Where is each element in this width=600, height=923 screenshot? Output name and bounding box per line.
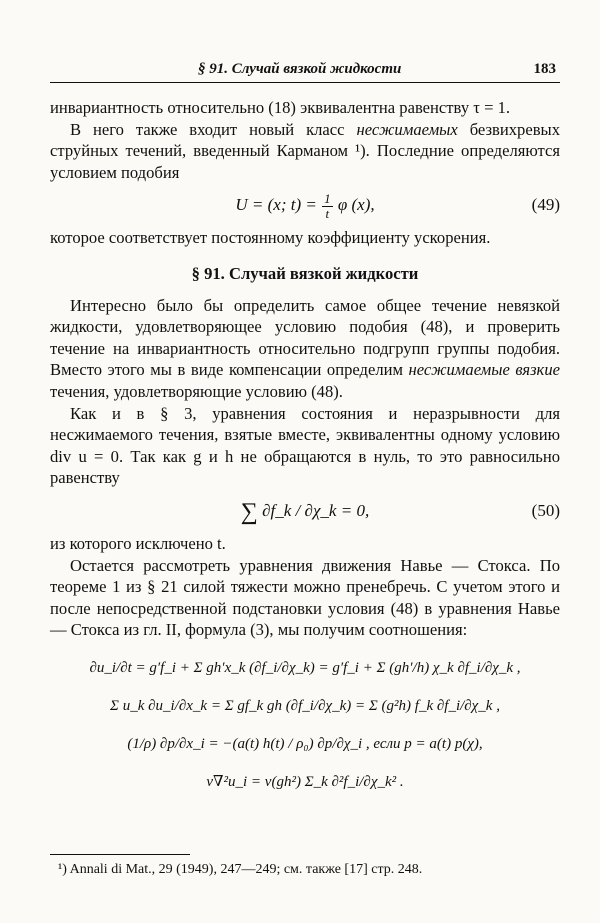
equation-part: U = (x; t) = — [235, 195, 322, 215]
text-run: течения, удовлетворяющие условию (48). — [50, 381, 343, 401]
running-head-title: § 91. Случай вязкой жидкости — [198, 61, 402, 77]
equation-line: ν∇²u_i = ν(gh²) Σ_k ∂²f_i/∂χ_k² . — [206, 773, 404, 790]
equation-line: (1/ρ) ∂p/∂x_i = −(a(t) h(t) / ρ₀) ∂p/∂χ_i , если p = a(t) p(χ), — [127, 735, 483, 752]
emphasis: несжимаемых — [356, 119, 458, 139]
section-heading: § 91. Случай вязкой жидкости — [191, 263, 419, 283]
sum-sign: ∑ — [240, 499, 258, 525]
equation-part: ∂f_k / ∂χ_k = 0, — [262, 500, 370, 520]
paragraph: инвариантность относительно (18) эквивалентна равенству τ = 1. — [50, 98, 511, 117]
fraction-numerator: 1 — [324, 191, 331, 207]
text-run: Интересно было бы определить самое общее течение невязкой жидкости, удовлетворяющее условию подобия (48), и проверить течение на инвариантность относительно подгрупп группы подобия. Вместо этого мы в виде компенсации определим — [50, 295, 560, 380]
footnote: ¹) Annali di Mat., 29 (1949), 247—249; см. также [17] стр. 248. — [58, 862, 423, 877]
equation-line: ∂u_i/∂t = g′f_i + Σ gh′x_k (∂f_i/∂χ_k) = g′f_i + Σ (gh′/h) χ_k ∂f_i/∂χ_k , — [89, 659, 521, 676]
paragraph — [50, 119, 560, 184]
text-run: безвихревых струйных течений, введенный Карманом ¹). Последние определяются условием подобия — [50, 119, 560, 182]
fraction-denominator: t — [325, 205, 330, 221]
paragraph: из которого исключено t. — [50, 533, 226, 553]
emphasis: несжимаемые вязкие — [408, 360, 560, 380]
equation-line: Σ u_k ∂u_i/∂x_k = Σ gf_k gh (∂f_i/∂χ_k) = Σ (g²h) f_k ∂f_i/∂χ_k , — [110, 697, 500, 714]
paragraph: которое соответствует постоянному коэффициенту ускорения. — [50, 228, 491, 248]
page-number: 183 — [533, 61, 556, 77]
fraction — [322, 192, 333, 220]
paragraph — [50, 295, 560, 403]
page-body — [50, 97, 560, 801]
equation-50 — [50, 489, 560, 533]
paragraph: Как и в § 3, уравнения состояния и неразрывности для несжимаемого течения, взятые вместе, эквивалентны одному условию div u = 0. Так как g и h не обращаются в нуль, то это равносильно равенству — [50, 403, 560, 488]
equation-system — [50, 649, 560, 801]
running-head — [50, 60, 560, 83]
equation-49 — [50, 183, 560, 227]
footnote-rule — [50, 854, 190, 855]
paragraph: Остается рассмотреть уравнения движения Навье — Стокса. По теореме 1 из § 21 силой тяжести можно пренебречь. С учетом этого и после непосредственной подстановки условия (48) в уравнения Навье — Стокса из гл. II, формула (3), мы получим соотношения: — [50, 555, 560, 640]
text-run: В него также входит новый класс — [70, 119, 357, 139]
equation-part: φ (x), — [333, 195, 375, 215]
equation-number: (49) — [531, 195, 560, 215]
equation-number: (50) — [531, 500, 560, 520]
